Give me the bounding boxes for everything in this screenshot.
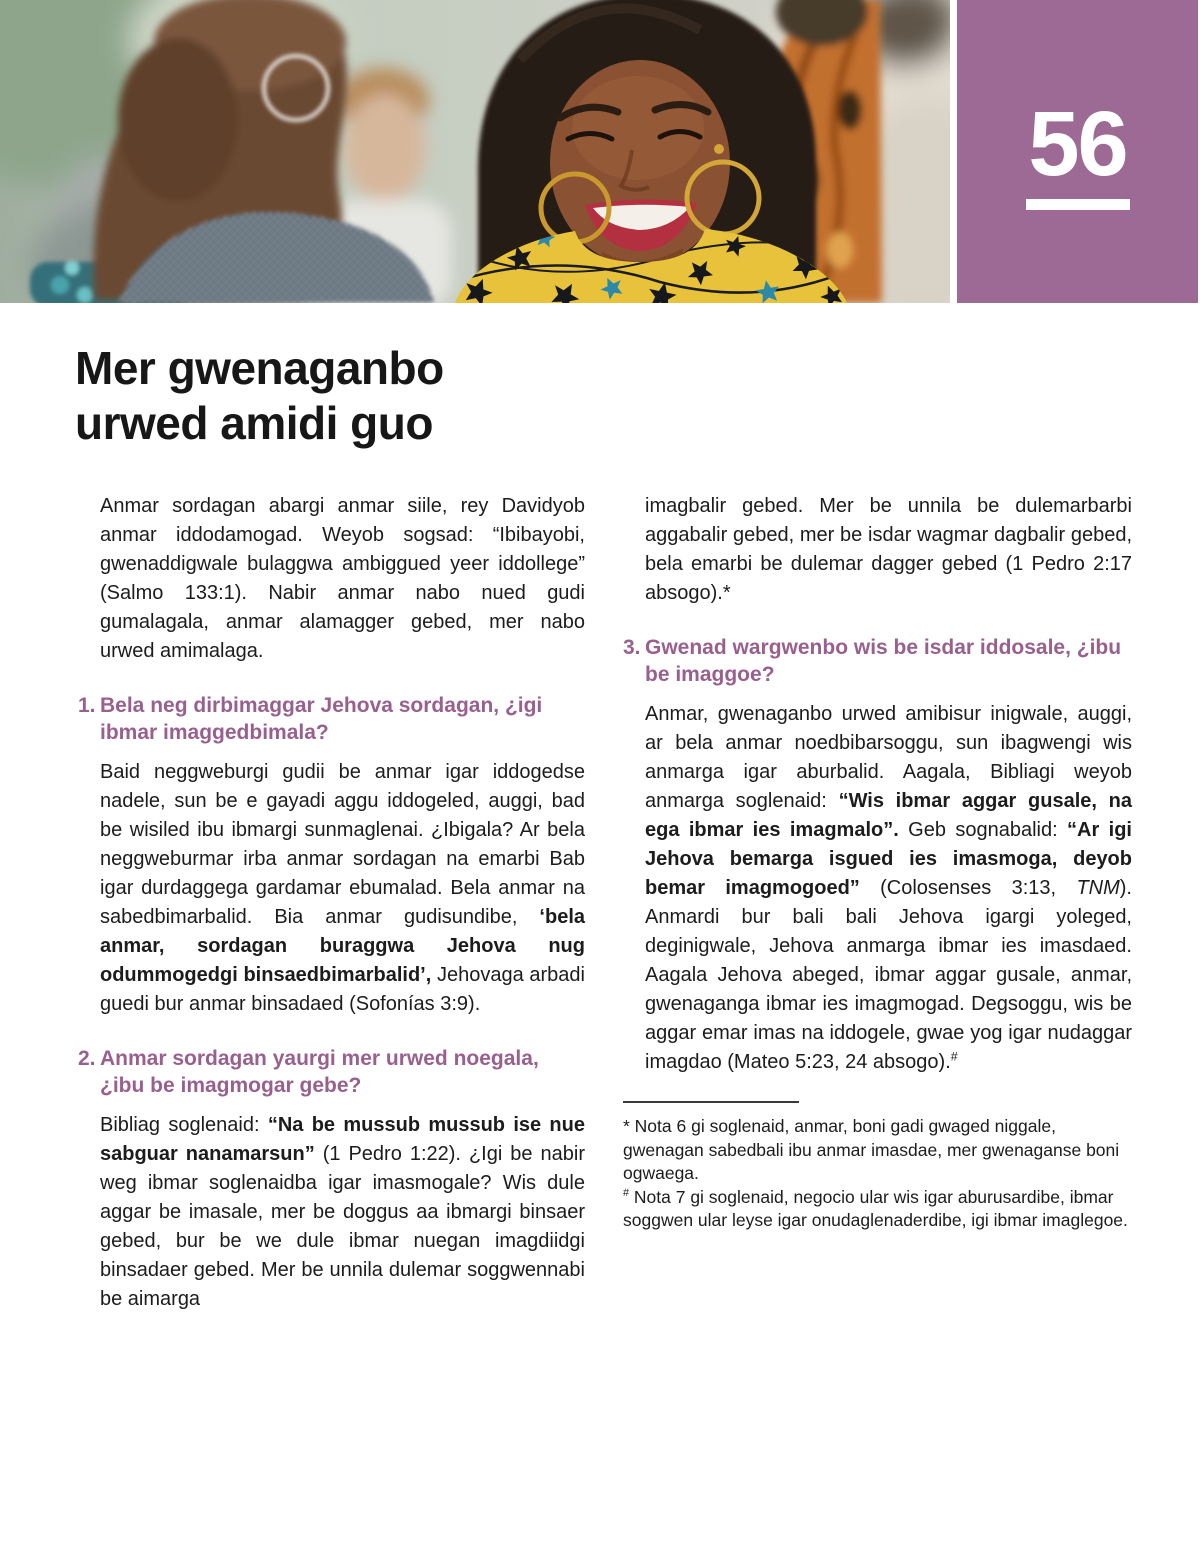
question-2-number: 2. — [78, 1047, 96, 1070]
left-column — [78, 492, 585, 1314]
question-2-text: Anmar sordagan yaurgi mer urwed noegala, ¿ibu be imagmogar gebe? — [100, 1047, 539, 1097]
question-1 — [78, 692, 585, 746]
footnote-2: # Nota 7 gi soglenaid, negocio ular wis igar aburusardibe, ibmar soggwen ular leyse igar onudaglenaderdibe, igi ibmar imaglegoe. — [623, 1186, 1128, 1230]
hero-photo-illustration — [0, 0, 950, 303]
paragraph-2-continued: imagbalir gebed. Mer be unnila be dulemarbarbi aggabalir gebed, mer be isdar wagmar dagbalir gebed, bela emarbi be dulemar dagger gebed (1 Pedro 2:17 absogo).* — [645, 495, 1132, 604]
question-3-text: Gwenad wargwenbo wis be isdar iddosale, ¿ibu be imaggoe? — [645, 636, 1122, 686]
paragraph-1: Baid neggweburgi gudii be anmar igar iddogedse nadele, sun be e gayadi aggu iddogeled, auggi, bad be wisiled ibu ibmargi sunmaglenai. ¿Ibigala? Ar bela neggweburmar irba anmar sordagan na emarbi Bab igar durdaggega gardamar ebumalad. Bela anmar na sabedbimarbalid. Bia anmar gudisundibe, ‘bela anmar, sordagan buraggwa Jehova nug odummogedgi binsaedbimarbalid’, Jehovaga arbadi guedi bur anmar binsadaed (Sofonías 3:9). — [100, 761, 585, 1015]
question-2 — [78, 1045, 585, 1099]
footnote-divider — [623, 1101, 799, 1103]
hero-photo — [0, 0, 950, 303]
right-column — [623, 492, 1132, 1233]
question-3 — [623, 634, 1132, 688]
lesson-number-block — [957, 0, 1198, 303]
paragraph-2: Bibliag soglenaid: “Na be mussub mussub ise nue sabguar nanamarsun” (1 Pedro 1:22). ¿Igi be nabir weg ibmar soglenaidba igar imasmogale? Wis dule aggar be imasale, mer be doggus aa ibmargi binsaer gebed, bur be we dule ibmar nuegan imagdiidgi binsadaer gebed. Mer be unnila dulemar soggwennabi be aimarga — [100, 1114, 585, 1310]
page-title — [75, 341, 444, 451]
page-title-line1: Mer gwenaganbo — [75, 342, 444, 394]
lesson-number: 56 — [1028, 92, 1127, 195]
lesson-number-underline — [1026, 199, 1130, 210]
question-3-number: 3. — [623, 636, 641, 659]
footnote-1: * Nota 6 gi soglenaid, anmar, boni gadi gwaged niggale, gwenagan sabedbali ibu anmar imasdae, mer gwenaganse boni ogwaega. — [623, 1116, 1120, 1183]
question-1-number: 1. — [78, 694, 96, 717]
page-title-line2: urwed amidi guo — [75, 397, 433, 449]
intro-paragraph: Anmar sordagan abargi anmar siile, rey Davidyob anmar iddodamogad. Weyob sogsad: “Ibibayobi, gwenaddigwale bulaggwa ambiggued yeer iddollege” (Salmo 133:1). Nabir anmar nabo nued gudi gumalagala, anmar alamagger gebed, mer nabo urwed amimalaga. — [100, 495, 585, 662]
paragraph-3: Anmar, gwenaganbo urwed amibisur inigwale, auggi, ar bela anmar noedbibarsoggu, sun ibagwengi wis anmarga igar aburbalid. Aagala, Bibliagi weyob anmarga soglenaid: “Wis ibmar aggar gusale, na ega ibmar ies imagmalo”. Geb sognabalid: “Ar igi Jehova bemarga isgued ies imasmoga, deyob bemar imagmogoed” (Colosenses 3:13, TNM). Anmardi bur bali bali Jehova igargi yoleged, deginigwale, Jehova anmarga ibmar ies imasdaed. Aagala Jehova abeged, ibmar aggar gusale, anmar, gwenaganga ibmar ies imagmogad. Degsoggu, wis be aggar emar imas na iddogele, gwae yog igar nudaggar imagdao (Mateo 5:23, 24 absogo).# — [645, 703, 1132, 1073]
footnotes — [623, 1101, 1132, 1233]
question-1-text: Bela neg dirbimaggar Jehova sordagan, ¿igi ibmar imaggedbimala? — [100, 694, 543, 744]
